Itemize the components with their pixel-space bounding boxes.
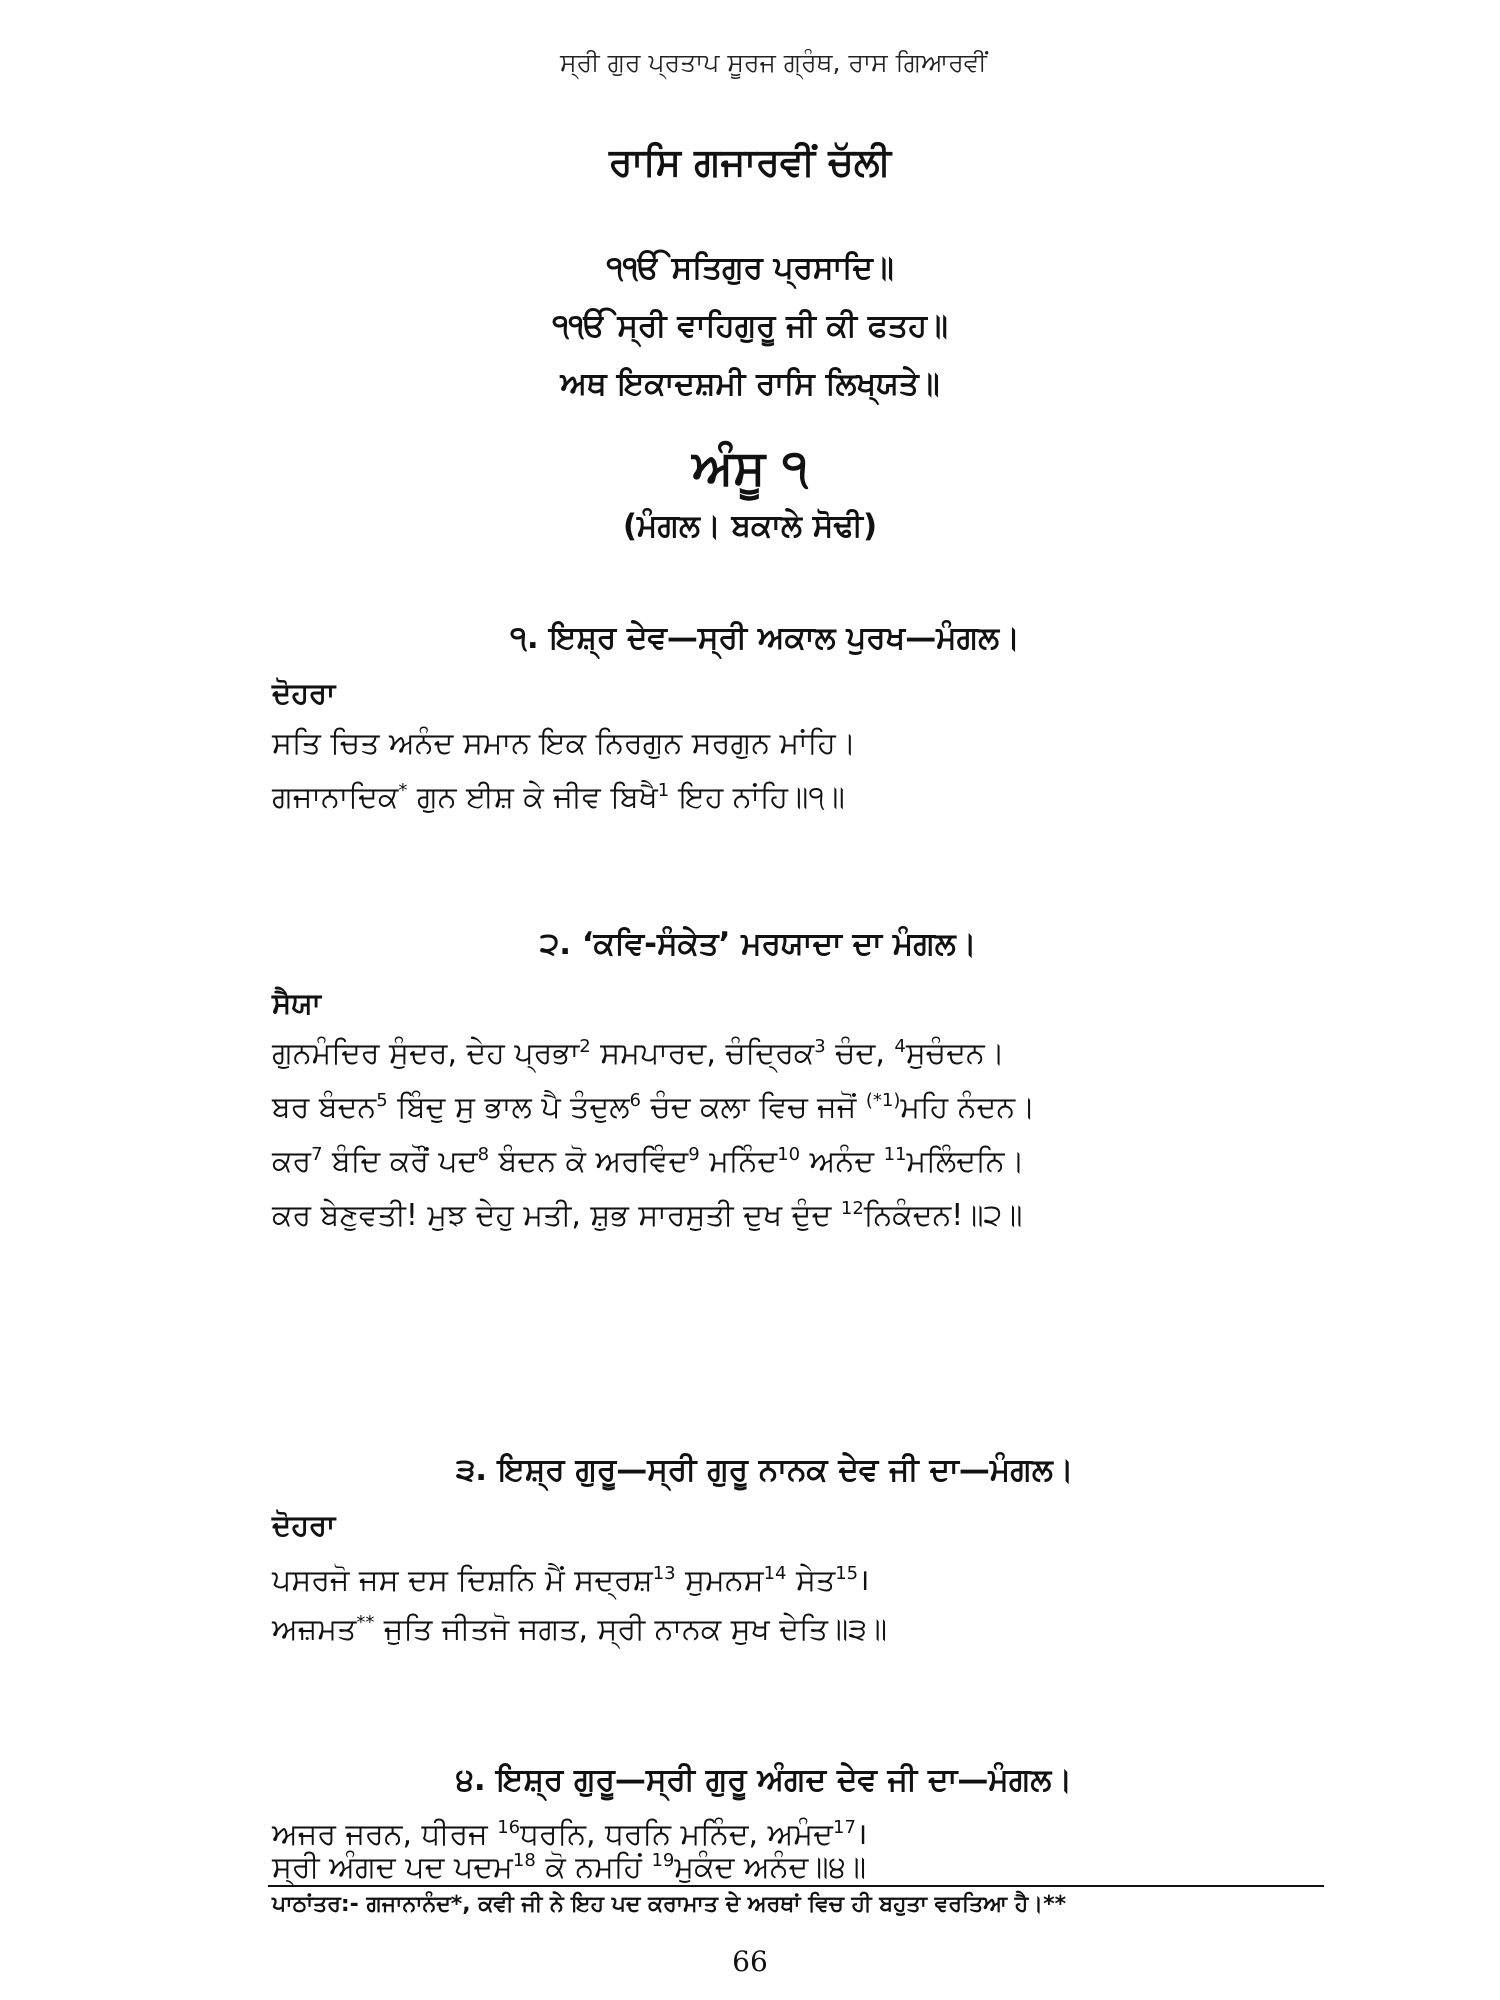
invocation-line-3: ਅਥ ਇਕਾਦਸ਼ਮੀ ਰਾਸਿ ਲਿਖ੍ਯਤੇ॥ [560, 366, 940, 402]
footnote-ref: 6 [629, 1090, 641, 1111]
footnote-ref: 5 [376, 1090, 388, 1111]
section-2-meter: ਸੈਯਾ [272, 986, 321, 1020]
footnote-ref: 4 [894, 1036, 906, 1057]
footnote-ref: 9 [688, 1144, 700, 1165]
footnote-ref: * [398, 780, 408, 801]
footnote-divider [268, 1885, 1324, 1887]
invocation-line-2: ੧ੴ ਸ੍ਰੀ ਵਾਹਿਗੁਰੂ ਜੀ ਕੀ ਫਤਹ॥ [552, 308, 948, 344]
section-2-verse-line-4: ਕਰ ਬੇਣੁਵਤੀ! ਮੁਝ ਦੇਹੁ ਮਤੀ, ਸ਼ੁਭ ਸਾਰਸੁਤੀ ਦੁਖ ਦੁੰਦ $^{12}$ਨਿਕੰਦਨ!॥੨॥ [272, 1198, 1023, 1233]
invocation-line-1: ੧ੴ ਸਤਿਗੁਰ ਪ੍ਰਸਾਦਿ॥ [606, 250, 894, 286]
footnote-ref: 8 [477, 1144, 490, 1165]
footnote-ref: 16 [497, 1817, 521, 1838]
section-3-heading: ੩. ਇਸ਼੍ਰ ਗੁਰੂ—ਸ੍ਰੀ ਗੁਰੂ ਨਾਨਕ ਦੇਵ ਜੀ ਦਾ—ਮੰਗਲ। [456, 1452, 1074, 1488]
section-1-heading: ੧. ਇਸ਼੍ਰ ਦੇਵ—ਸ੍ਰੀ ਅਕਾਲ ਪੁਰਖ—ਮੰਗਲ। [510, 620, 1021, 656]
ansu-subtitle: (ਮੰਗਲ। ਬਕਾਲੇ ਸੋਢੀ) [622, 508, 878, 544]
footnote-ref: ** [356, 1612, 375, 1633]
ansu-title: ਅੰਸੂ ੧ [691, 440, 809, 496]
section-1-meter: ਦੋਹਰਾ [272, 676, 336, 710]
page-number: 66 [732, 1945, 768, 1978]
section-4-heading: ੪. ਇਸ਼੍ਰ ਗੁਰੂ—ਸ੍ਰੀ ਗੁਰੂ ਅੰਗਦ ਦੇਵ ਜੀ ਦਾ—ਮੰਗਲ। [456, 1762, 1073, 1798]
footnote-ref: 1 [657, 780, 670, 801]
section-4-verse-line-1: ਅਜਰ ਜਰਨ, ਧੀਰਜ $^{16}$ਧਰਨਿ, ਧਰਨਿ ਮਨਿੰਦ, ਅਮੰਦ$^{17}$। [272, 1817, 868, 1852]
footnote-ref: 11 [883, 1144, 907, 1165]
section-2-verse-line-3: ਕਰ$^7$ ਬੰਦਿ ਕਰੌਂ ਪਦ$^8$ ਬੰਦਨ ਕੋ ਅਰਵਿੰਦ$^9$ ਮਨਿੰਦ$^{10}$ ਅਨੰਦ $^{11}$ਮਲਿੰਦਨਿ। [272, 1144, 1025, 1179]
footnote-ref: (*1) [865, 1090, 901, 1111]
chapter-title: ਰਾਸਿ ਗਜਾਰਵੀਂ ਚੱਲੀ [608, 140, 892, 184]
footnote-ref: 17 [833, 1817, 856, 1838]
footnote-ref: 2 [579, 1036, 591, 1057]
footnote-ref: 15 [835, 1563, 859, 1584]
footnote-text: ਪਾਠਾਂਤਰ:- ਗਜਾਨਾਨੰਦ*, ਕਵੀ ਜੀ ਨੇ ਇਹ ਪਦ ਕਰਾਮਾਤ ਦੇ ਅਰਥਾਂ ਵਿਚ ਹੀ ਬਹੁਤਾ ਵਰਤਿਆ ਹੈ।** [272, 1892, 1067, 1917]
section-3-meter: ਦੋਹਰਾ [272, 1508, 336, 1542]
section-1-verse-line-2: ਗਜਾਨਾਦਿਕ* ਗੁਨ ਈਸ਼ ਕੇ ਜੀਵ ਬਿਖੈ$^1$ ਇਹ ਨਾਂਹਿ॥੧॥ [272, 780, 845, 815]
footnote-ref: 18 [512, 1850, 536, 1871]
running-head: ਸ੍ਰੀ ਗੁਰ ਪ੍ਰਤਾਪ ਸੂਰਜ ਗ੍ਰੰਥ, ਰਾਸ ਗਿਆਰਵੀਂ [560, 48, 987, 77]
footnote-ref: 14 [763, 1563, 787, 1584]
section-4-verse-line-2: ਸ੍ਰੀ ਅੰਗਦ ਪਦ ਪਦਮ$^{18}$ ਕੋ ਨਮਹਿਂ $^{19}$ਮੁਕੰਦ ਅਨੰਦ॥੪॥ [272, 1850, 867, 1885]
section-2-verse-line-2: ਬਰ ਬੰਦਨ$^5$ ਬਿੰਦੁ ਸੁ ਭਾਲ ਪੈ ਤੰਦੁਲ$^6$ ਚੰਦ ਕਲਾ ਵਿਚ ਜਜੋਂ $^{(*1)}$ਮਹਿ ਨੰਦਨ। [272, 1090, 1036, 1125]
footnote-ref: 13 [652, 1563, 676, 1584]
section-1-verse-line-1: ਸਤਿ ਚਿਤ ਅਨੰਦ ਸਮਾਨ ਇਕ ਨਿਰਗੁਨ ਸਰਗੁਨ ਮਾਂਹਿ। [272, 726, 857, 761]
footnote-ref: 10 [777, 1144, 801, 1165]
footnote-ref: 7 [311, 1144, 323, 1165]
footnote-ref: 19 [651, 1850, 675, 1871]
footnote-ref: 12 [840, 1198, 864, 1219]
section-3-verse-line-2: ਅਜ਼ਮਤ** ਜੁਤਿ ਜੀਤਜੋ ਜਗਤ, ਸ੍ਰੀ ਨਾਨਕ ਸੁਖ ਦੇਤਿ॥੩॥ [272, 1612, 888, 1647]
footnote-ref: 3 [814, 1036, 826, 1057]
section-2-heading: ੨. ‘ਕਵਿ-ਸੰਕੇਤ’ ਮਰਯਾਦਾ ਦਾ ਮੰਗਲ। [540, 926, 977, 962]
section-2-verse-line-1: ਗੁਨਮੰਦਿਰ ਸੁੰਦਰ, ਦੇਹ ਪ੍ਰਭਾ$^2$ ਸਮਪਾਰਦ, ਚੰਦ੍ਰਿਕ$^3$ ਚੰਦ, $^4$ਸੁਚੰਦਨ। [272, 1036, 1005, 1071]
section-3-verse-line-1: ਪਸਰਜੋ ਜਸ ਦਸ ਦਿਸ਼ਨਿ ਮੈਂ ਸਦ੍ਰਸ਼$^{13}$ ਸੁਮਨਸ$^{14}$ ਸੇਤ$^{15}$। [272, 1563, 870, 1598]
